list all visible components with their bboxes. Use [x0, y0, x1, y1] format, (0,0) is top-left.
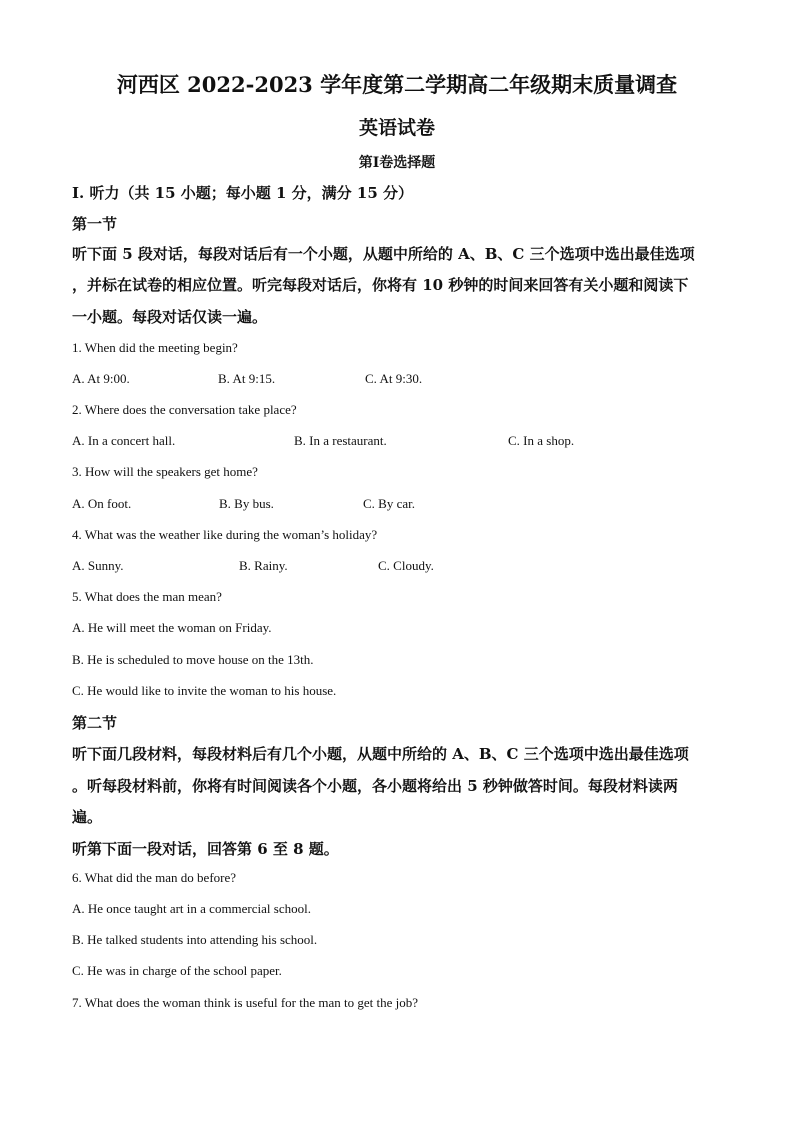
section2-label: 第二节 — [72, 714, 118, 732]
q2-option-c: C. In a shop. — [508, 433, 575, 448]
q5-option-a: A. He will meet the woman on Friday. — [72, 620, 272, 635]
question-3: 3. How will the speakers get home? — [72, 464, 258, 479]
section1-instruction-line-3: 一小题。每段对话仅读一遍。 — [72, 308, 268, 326]
q2-option-a: A. In a concert hall. — [72, 433, 176, 448]
q3-option-c: C. By car. — [363, 496, 415, 511]
q4-option-c: C. Cloudy. — [378, 558, 434, 573]
section1-instruction-line-2: ，并标在试卷的相应位置。听完每段对话后，你将有 10 秒钟的时间来回答有关小题和阅读下 — [72, 276, 689, 294]
section1-label: 第一节 — [72, 215, 118, 233]
q4-option-b: B. Rainy. — [239, 558, 288, 573]
q1-option-a: A. At 9:00. — [72, 371, 130, 386]
exam-title: 河西区 2022-2023 学年度第二学期高二年级期末质量调查 — [116, 72, 678, 97]
q2-option-b: B. In a restaurant. — [294, 433, 387, 448]
q6-option-b: B. He talked students into attending his school. — [72, 932, 318, 947]
q1-option-c: C. At 9:30. — [365, 371, 423, 386]
question-4: 4. What was the weather like during the woman’s holiday? — [72, 527, 378, 542]
group-intro-6-8: 听第下面一段对话，回答第 6 至 8 题。 — [72, 840, 339, 858]
section2-instruction-line-2: 。听每段材料前，你将有时间阅读各个小题，各小题将给出 5 秒钟做答时间。每段材料读两 — [72, 777, 678, 795]
question-7: 7. What does the woman think is useful for the man to get the job? — [72, 995, 418, 1010]
q4-option-a: A. Sunny. — [72, 558, 124, 573]
q3-option-a: A. On foot. — [72, 496, 132, 511]
question-6: 6. What did the man do before? — [72, 870, 237, 885]
question-5: 5. What does the man mean? — [72, 589, 222, 604]
exam-subtitle: 英语试卷 — [358, 117, 435, 139]
section2-instruction-line-3: 遍。 — [72, 808, 103, 826]
section1-instruction-line-1: 听下面 5 段对话，每段对话后有一个小题，从题中所给的 A、B、C 三个选项中选出最佳选项 — [72, 245, 695, 263]
q6-option-a: A. He once taught art in a commercial school. — [72, 901, 311, 916]
question-2: 2. Where does the conversation take place? — [72, 402, 297, 417]
section2-instruction-line-1: 听下面几段材料，每段材料后有几个小题，从题中所给的 A、B、C 三个选项中选出最佳选项 — [72, 745, 689, 763]
q5-option-b: B. He is scheduled to move house on the 13th. — [72, 652, 314, 667]
question-1: 1. When did the meeting begin? — [72, 340, 238, 355]
part1-heading: Ⅰ. 听力（共 15 小题；每小题 1 分，满分 15 分） — [72, 184, 413, 202]
volume-heading: 第Ⅰ卷选择题 — [358, 155, 436, 171]
q1-option-b: B. At 9:15. — [218, 371, 276, 386]
q3-option-b: B. By bus. — [219, 496, 274, 511]
q5-option-c: C. He would like to invite the woman to his house. — [72, 683, 337, 698]
q6-option-c: C. He was in charge of the school paper. — [72, 963, 282, 978]
